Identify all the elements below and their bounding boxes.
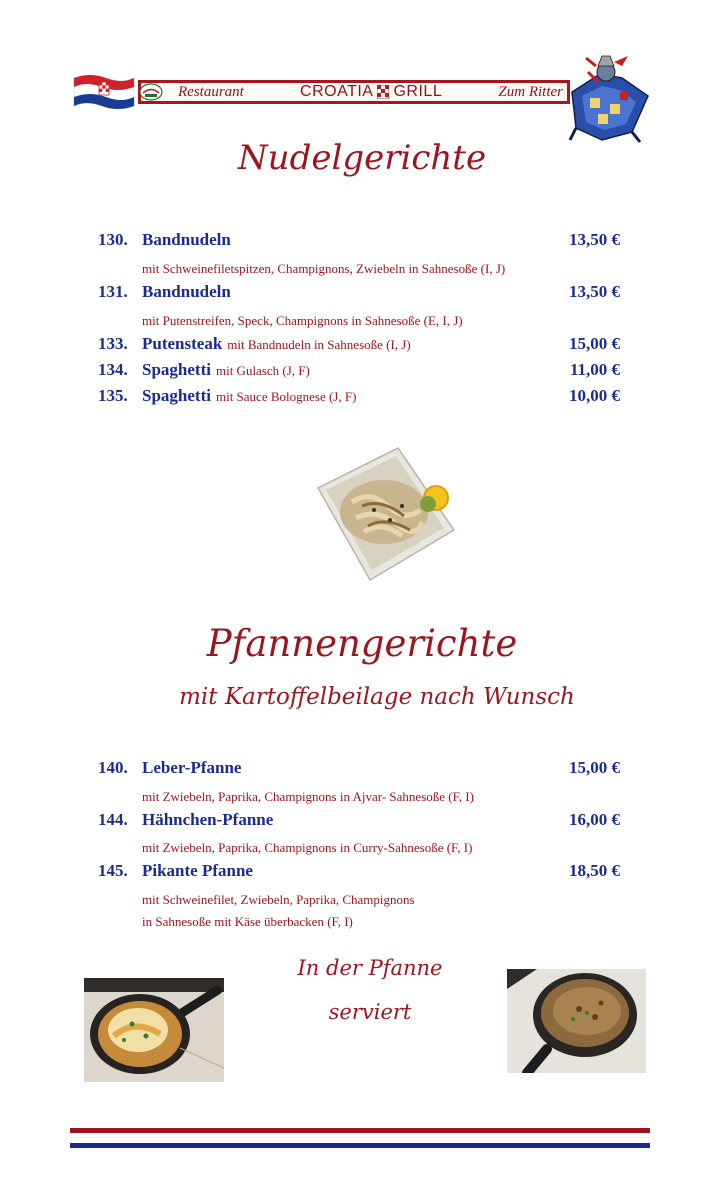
section-subtitle: mit Kartoffelbeilage nach Wunsch bbox=[179, 684, 575, 710]
menu-item-145 bbox=[98, 861, 620, 883]
menu-item-134 bbox=[98, 360, 620, 382]
restaurant-name-part1: CROATIA bbox=[300, 83, 374, 100]
item-description: mit Schweinefiletspitzen, Champignons, Zwiebeln in Sahnesoße (I, J) bbox=[142, 261, 506, 276]
item-price: 13,50 € bbox=[569, 230, 620, 249]
item-number: 130. bbox=[98, 230, 128, 249]
item-inline-description: mit Gulasch (J, F) bbox=[215, 363, 310, 378]
item-price: 10,00 € bbox=[569, 386, 620, 405]
knight-emblem-icon bbox=[562, 52, 652, 144]
restaurant-name bbox=[300, 83, 442, 101]
footer-stripe-blue bbox=[70, 1143, 650, 1148]
item-price: 16,00 € bbox=[569, 810, 620, 829]
item-inline-description: mit Bandnudeln in Sahnesoße (I, J) bbox=[227, 337, 411, 352]
restaurant-name-part2: GRILL bbox=[393, 83, 443, 100]
serving-note-line2: serviert bbox=[328, 1000, 412, 1024]
menu-item-135 bbox=[98, 386, 620, 408]
brewery-logo-icon bbox=[138, 82, 164, 102]
item-description-line2: in Sahnesoße mit Käse überbacken (F, I) bbox=[142, 914, 353, 929]
banner-restaurant-label: Restaurant bbox=[178, 83, 244, 100]
croatian-checkerboard-icon bbox=[377, 85, 389, 99]
croatian-flag-icon bbox=[72, 72, 136, 112]
item-name: Spaghetti bbox=[142, 360, 211, 379]
footer-stripe-red bbox=[70, 1128, 650, 1133]
gratin-pan-photo bbox=[84, 978, 224, 1082]
item-description: mit Schweinefilet, Zwiebeln, Paprika, Champignons bbox=[142, 892, 415, 907]
item-name: Leber-Pfanne bbox=[142, 758, 242, 777]
item-description: mit Zwiebeln, Paprika, Champignons in Curry-Sahnesoße (F, I) bbox=[142, 840, 473, 855]
item-price: 15,00 € bbox=[569, 758, 620, 777]
item-number: 145. bbox=[98, 861, 128, 880]
curry-pan-photo bbox=[507, 969, 646, 1073]
item-name: Bandnudeln bbox=[142, 282, 231, 301]
item-name: Spaghetti bbox=[142, 386, 211, 405]
item-name: Putensteak bbox=[142, 334, 223, 353]
item-name: Hähnchen-Pfanne bbox=[142, 810, 274, 829]
item-number: 135. bbox=[98, 386, 128, 405]
serving-note-line1: In der Pfanne bbox=[297, 956, 443, 980]
section-title-nudelgerichte: Nudelgerichte bbox=[237, 138, 487, 178]
item-name: Bandnudeln bbox=[142, 230, 231, 249]
menu-item-131 bbox=[98, 282, 620, 304]
menu-item-144 bbox=[98, 810, 620, 832]
item-number: 131. bbox=[98, 282, 128, 301]
banner-tagline: Zum Ritter bbox=[498, 83, 563, 100]
section-title-pfannengerichte: Pfannengerichte bbox=[206, 622, 518, 665]
item-description: mit Putenstreifen, Speck, Champignons in Sahnesoße (E, I, J) bbox=[142, 313, 463, 328]
item-price: 15,00 € bbox=[569, 334, 620, 353]
footer-stripe-white bbox=[70, 1137, 650, 1141]
item-number: 140. bbox=[98, 758, 128, 777]
item-price: 13,50 € bbox=[569, 282, 620, 301]
item-price: 11,00 € bbox=[569, 360, 620, 379]
item-number: 134. bbox=[98, 360, 128, 379]
item-name: Pikante Pfanne bbox=[142, 861, 253, 880]
pasta-dish-photo bbox=[316, 446, 456, 582]
item-number: 133. bbox=[98, 334, 128, 353]
item-description: mit Zwiebeln, Paprika, Champignons in Ajvar- Sahnesoße (F, I) bbox=[142, 789, 474, 804]
menu-item-140 bbox=[98, 758, 620, 780]
item-inline-description: mit Sauce Bolognese (J, F) bbox=[215, 389, 357, 404]
menu-item-133 bbox=[98, 334, 620, 356]
menu-item-130 bbox=[98, 230, 620, 252]
banner-text bbox=[178, 81, 563, 103]
item-price: 18,50 € bbox=[569, 861, 620, 880]
item-number: 144. bbox=[98, 810, 128, 829]
